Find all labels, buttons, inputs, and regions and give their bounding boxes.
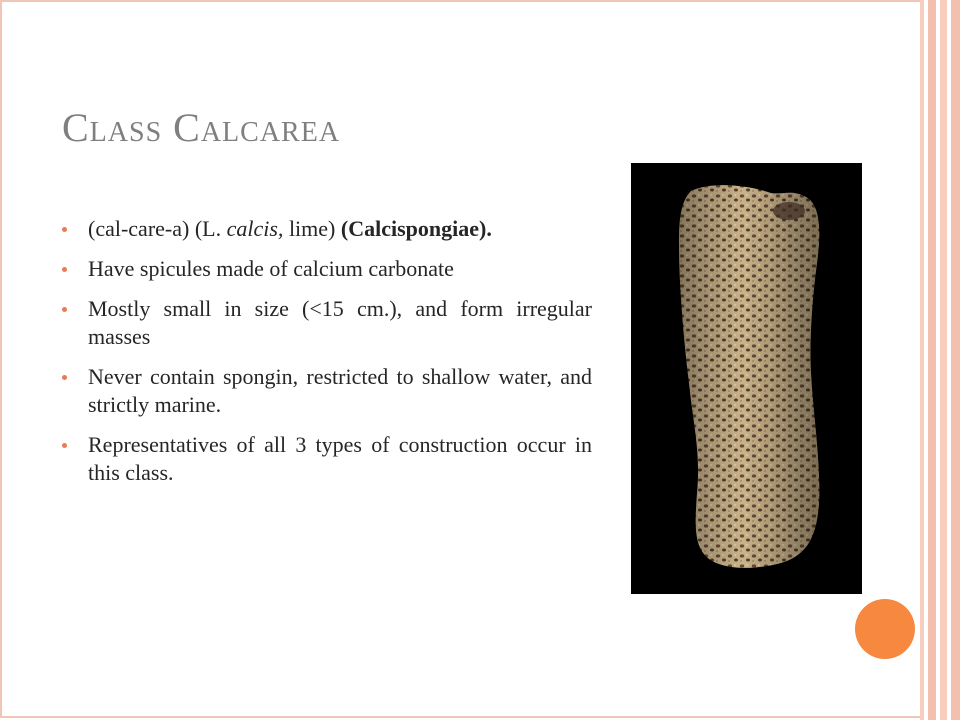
bullet-dot-icon: [62, 227, 67, 232]
bullet-text-bold: (Calcispongiae).: [340, 216, 492, 241]
bullet-item-construction: [62, 431, 592, 487]
slide-title: Class Calcarea: [62, 105, 341, 150]
bullet-text: Never contain spongin, restricted to shallow water, and strictly marine.: [88, 364, 592, 417]
bullet-text: Have spicules made of calcium carbonate: [88, 256, 454, 281]
accent-circle: [855, 599, 915, 659]
bullet-text-prefix: (cal-care-a) (L.: [88, 216, 227, 241]
bullet-dot-icon: [62, 307, 67, 312]
bullet-list: [62, 215, 592, 499]
bullet-text: Mostly small in size (<15 cm.), and form irregular masses: [88, 296, 592, 349]
bullet-dot-icon: [62, 267, 67, 272]
bullet-text-italic: calcis,: [226, 216, 284, 241]
bullet-item-size: [62, 295, 592, 351]
bullet-item-etymology: [62, 215, 592, 243]
calcareous-sponge-photo-icon: [631, 163, 862, 594]
sponge-photo: [631, 163, 862, 594]
bullet-dot-icon: [62, 443, 67, 448]
bullet-dot-icon: [62, 375, 67, 380]
bullet-item-habitat: [62, 363, 592, 419]
decorative-stripes: [920, 0, 960, 720]
bullet-text-middle: lime): [283, 216, 341, 241]
bullet-item-spicules: [62, 255, 592, 283]
bullet-text: Representatives of all 3 types of construction occur in this class.: [88, 432, 592, 485]
